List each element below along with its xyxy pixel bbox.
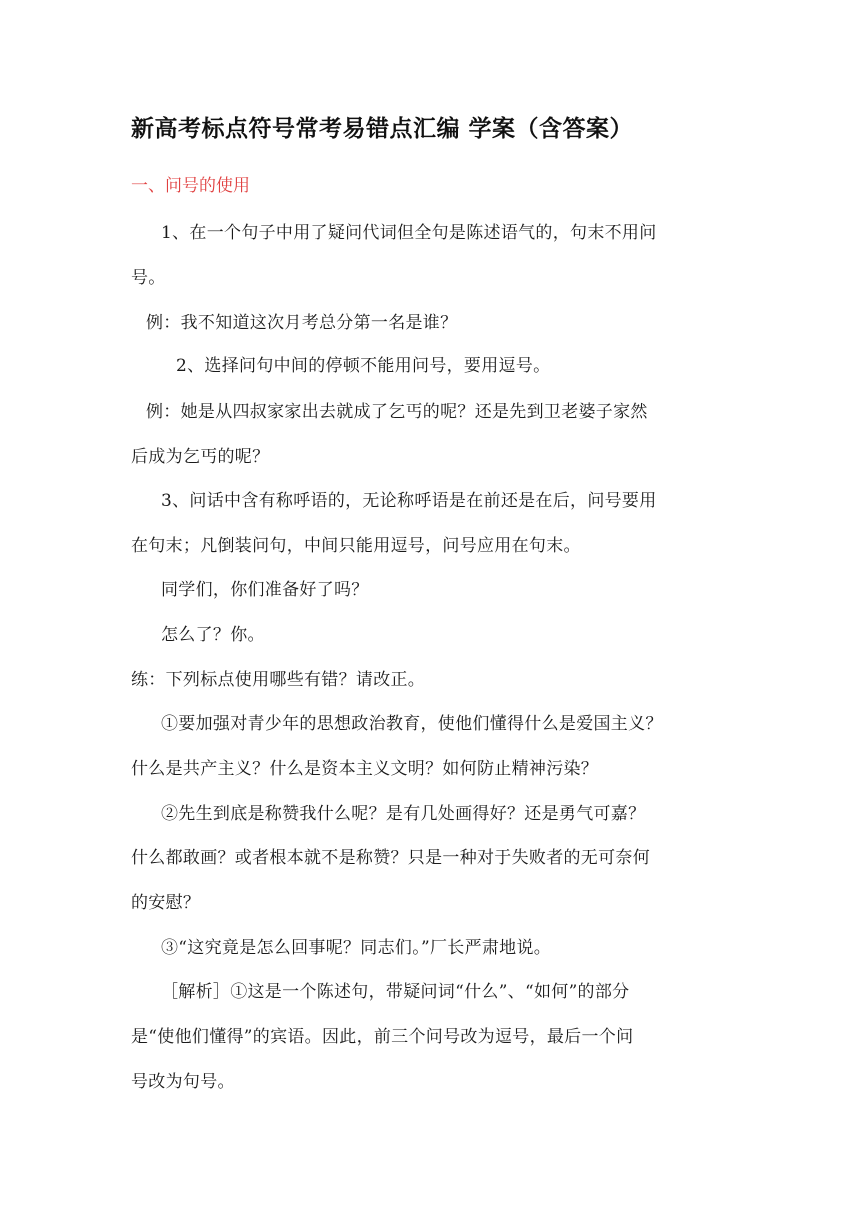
paragraph-line: 号改为句号。 bbox=[131, 1072, 235, 1092]
section-heading: 一、问号的使用 bbox=[131, 176, 250, 196]
paragraph-line: 是“使他们懂得”的宾语。因此，前三个问号改为逗号，最后一个问 bbox=[131, 1027, 634, 1047]
paragraph-line: 什么是共产主义？什么是资本主义文明？如何防止精神污染？ bbox=[131, 759, 599, 779]
paragraph-line: 号。 bbox=[131, 268, 166, 288]
paragraph-line: ［解析］①这是一个陈述句，带疑问词“什么”、“如何”的部分 bbox=[161, 982, 630, 1002]
paragraph-line: ③“这究竟是怎么回事呢？同志们。”厂长严肃地说。 bbox=[161, 938, 552, 958]
paragraph-line: 同学们，你们准备好了吗？ bbox=[161, 580, 369, 600]
paragraph-line: 2、选择问句中间的停顿不能用问号，要用逗号。 bbox=[176, 356, 551, 376]
paragraph-line: 怎么了？你。 bbox=[161, 625, 265, 645]
paragraph-line: ②先生到底是称赞我什么呢？是有几处画得好？还是勇气可嘉？ bbox=[161, 804, 646, 824]
paragraph-line: 3、问话中含有称呼语的，无论称呼语是在前还是在后，问号要用 bbox=[161, 491, 657, 511]
paragraph-line: 什么都敢画？或者根本就不是称赞？只是一种对于失败者的无可奈何 bbox=[131, 848, 650, 868]
paragraph-line: ①要加强对青少年的思想政治教育，使他们懂得什么是爱国主义？ bbox=[161, 714, 663, 734]
paragraph-line: 1、在一个句子中用了疑问代词但全句是陈述语气的，句末不用问 bbox=[161, 223, 657, 243]
document-title: 新高考标点符号常考易错点汇编 学案（含答案） bbox=[131, 116, 634, 142]
paragraph-line: 在句末；凡倒装问句，中间只能用逗号，问号应用在句末。 bbox=[131, 536, 581, 556]
paragraph-line: 例：我不知道这次月考总分第一名是谁？ bbox=[146, 313, 458, 333]
paragraph-line: 例：她是从四叔家家出去就成了乞丐的呢？还是先到卫老婆子家然 bbox=[146, 402, 648, 422]
paragraph-line: 后成为乞丐的呢？ bbox=[131, 447, 270, 467]
paragraph-line: 练：下列标点使用哪些有错？请改正。 bbox=[131, 670, 426, 690]
paragraph-line: 的安慰？ bbox=[131, 893, 201, 913]
